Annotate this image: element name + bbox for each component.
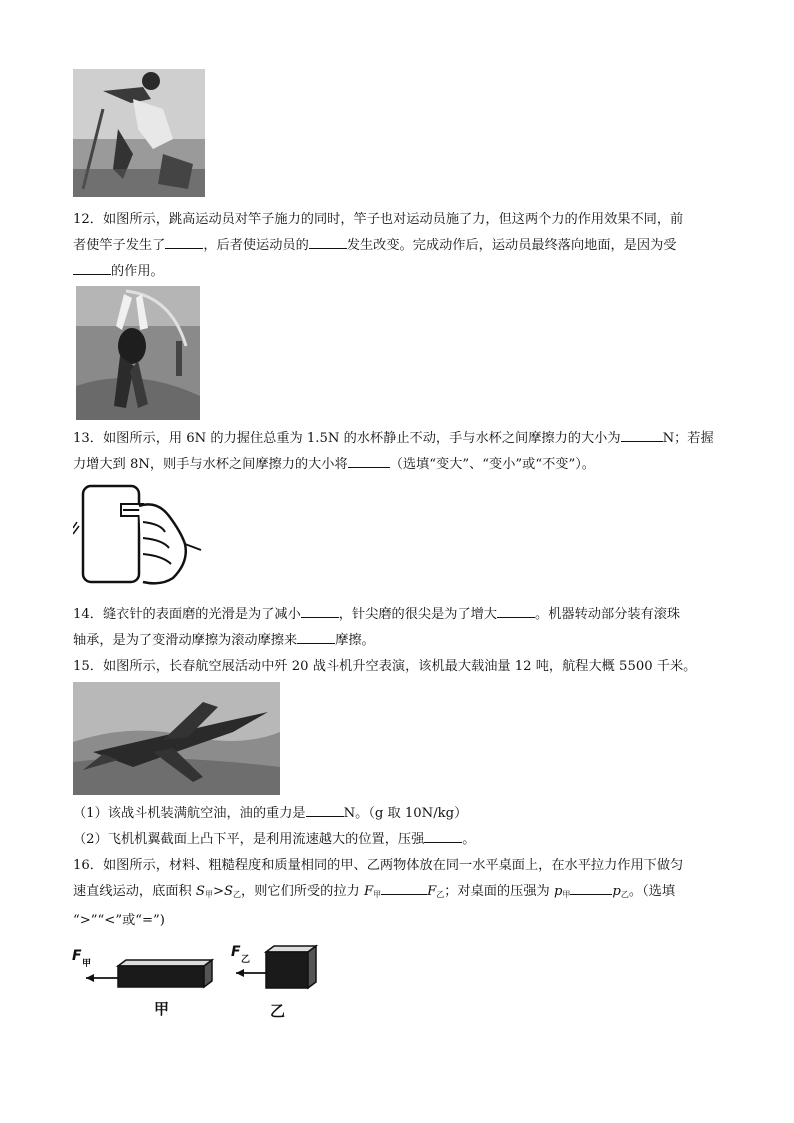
- pole-vault-photo: [76, 286, 200, 420]
- force-jia-sub: 甲: [82, 959, 92, 969]
- q13-line2a: 力增大到 8N，则手与水杯之间摩擦力的大小将: [73, 457, 348, 472]
- answer-blank[interactable]: [306, 802, 344, 817]
- answer-blank[interactable]: [381, 880, 427, 895]
- answer-blank[interactable]: [621, 427, 663, 442]
- q16-line2c: ；对桌面的压强为: [444, 884, 554, 899]
- hand-holding-cup-figure: [73, 482, 203, 590]
- question-13: [73, 426, 723, 478]
- q12-line1: 12．如图所示，跳高运动员对竿子施力的同时，竿子也对运动员施了力，但这两个力的作用效果不同，前: [73, 212, 684, 227]
- q15-sub1a: （1）该战斗机装满航空油，油的重力是: [73, 806, 306, 821]
- q13-line1a: 13．如图所示，用 6N 的力握住总重为 1.5N 的水杯静止不动，手与水杯之间摩擦力的大小为: [73, 431, 621, 446]
- q16-line2a: 速直线运动，底面积: [73, 884, 196, 899]
- high-jump-photo: [73, 69, 205, 197]
- answer-blank[interactable]: [348, 453, 390, 468]
- q16-line3: “>”“<”或“=”): [73, 913, 165, 928]
- q15-line1: 15．如图所示，长春航空展活动中歼 20 战斗机升空表演，该机最大载油量 12 吨，航程大概 5500 千米。: [73, 659, 697, 674]
- q12-line2b: ，后者使运动员的: [203, 238, 309, 253]
- q15-sub1b: N。（g 取 10N/kg）: [343, 806, 468, 821]
- answer-blank[interactable]: [497, 603, 535, 618]
- q12-line2c: 发生改变。完成动作后，运动员最终落向地面，是因为受: [346, 238, 677, 253]
- block-jia-label: 甲: [154, 1000, 170, 1018]
- answer-blank[interactable]: [570, 880, 612, 895]
- answer-blank[interactable]: [424, 828, 462, 843]
- q14-line2b: 摩擦。: [335, 633, 375, 648]
- question-16: 16．如图所示，材料、粗糙程度和质量相同的甲、乙两物体放在同一水平桌面上，在水平拉力作用下做匀 速直线运动，底面积 $S_甲>S_乙$，则它们所受的拉力 $F_甲$ $F_乙$；对桌面的压强为 $p_甲$ $p_乙$。（选填 “>”“<”或“=”): [73, 858, 684, 928]
- answer-blank[interactable]: [73, 260, 111, 275]
- block-yi-label: 乙: [270, 1002, 286, 1020]
- question-15-subs: [73, 801, 723, 853]
- force-jia-label: F: [72, 948, 82, 964]
- figure-16: [70, 940, 330, 1020]
- q13-line1b: N；若握: [662, 431, 714, 446]
- q14-line1a: 14．缝衣针的表面磨的光滑是为了减小: [73, 607, 301, 622]
- answer-blank[interactable]: [301, 603, 339, 618]
- q13-line2b: （选填“变大”、“变小”或“不变”）。: [389, 457, 595, 472]
- q14-line1b: ，针尖磨的很尖是为了增大: [338, 607, 498, 622]
- q12-line3: 的作用。: [111, 264, 164, 279]
- q14-line1c: 。机器转动部分装有滚珠: [535, 607, 681, 622]
- q16-line2b: ，则它们所受的拉力: [241, 884, 364, 899]
- force-yi-label: F: [231, 944, 241, 960]
- q12-line2a: 者使竿子发生了: [73, 238, 166, 253]
- force-yi-sub: 乙: [241, 955, 251, 965]
- question-14: [73, 602, 723, 654]
- answer-blank[interactable]: [165, 234, 203, 249]
- q16-line2d: 。（选填: [628, 884, 676, 899]
- q14-line2a: 轴承，是为了变滑动摩擦为滚动摩擦来: [73, 633, 298, 648]
- answer-blank[interactable]: [297, 629, 335, 644]
- answer-blank[interactable]: [309, 234, 347, 249]
- question-12: [73, 207, 723, 285]
- question-15: [73, 654, 723, 680]
- fighter-jet-photo: [73, 682, 280, 795]
- q15-sub2b: 。: [462, 832, 476, 847]
- q16-line1: 16．如图所示，材料、粗糙程度和质量相同的甲、乙两物体放在同一水平桌面上，在水平拉力作用下做匀: [73, 858, 684, 873]
- q15-sub2a: （2）飞机机翼截面上凸下平，是利用流速越大的位置，压强: [73, 832, 425, 847]
